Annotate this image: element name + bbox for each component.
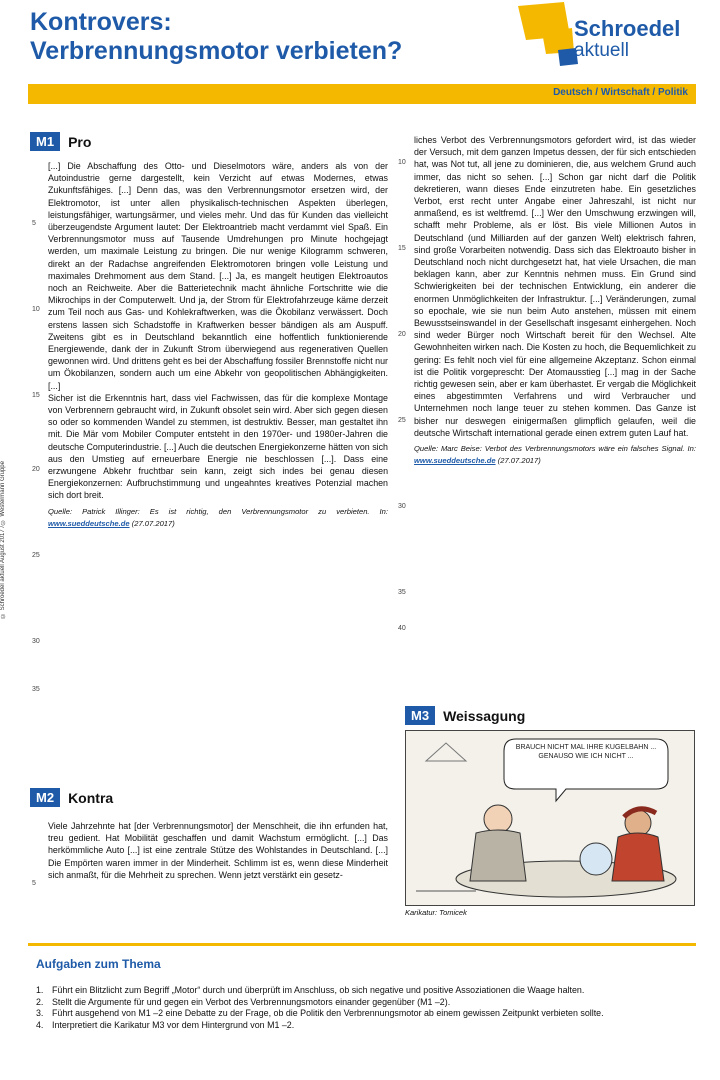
title-line-2: Verbrennungsmotor verbieten?	[30, 37, 403, 65]
cartoon-speech-text: BRAUCH NICHT MAL IHRE KUGELBAHN ... GENAUSO WIE ICH NICHT ...	[515, 744, 657, 760]
logo-text-schroedel: Schroedel	[574, 16, 681, 41]
tasks-title: Aufgaben zum Thema	[36, 957, 161, 971]
page-title	[30, 8, 490, 66]
m2-source-link[interactable]: www.sueddeutsche.de	[414, 456, 496, 466]
m2-badge: M2	[30, 788, 60, 807]
m2-paragraph-right: liches Verbot des Verbrennungsmotors gefordert wird, ist das wieder der Versuch, mit dem ganzen Impetus dessen, der für sich entschieden hat, was Not tut, all jene zu dominieren, die, aus welchem Grund auch immer, das nicht so sehen. [...] Schon gar nicht darf die Politik dekretieren, wann dieses Ende einzutreten habe. Ein gesetzliches Verbot, erst recht unter Angabe einer Jahreszahl, ist nicht nur anmaßend, es ist weltfremd. [...] Wer den Umschwung erzwingen will, schafft mehr Probleme, als er löst. Bis viele Millionen Autos in Deutschland (und Milliarden auf der ganzen Welt) elektrisch fahren, sind große Vorarbeiten notwendig. Dass sich das Elektroauto bisher in Deutschland noch nicht durchgesetzt hat, hat viele Ursachen, die man beklagen kann, aber zur Kenntnis nehmen muss. Ein Grund sind Schwierigkeiten bei der technischen Entwicklung, ein anderer die enormen Unmöglichkeiten der Infrastruktur. [...] Veränderungen, zumal so epochale, wie sie nun beim Auto anstehen, müssen mit einem Bewusstseinswandel in der Gesellschaft insgesamt einhergehen. Noch sind weder Bürger noch Wirtschaft bereit für den Wechsel. Alte Gewohnheiten wirken nach. Die Kosten zu hoch, die Bequemlichkeit zu gering: Es fehlt noch viel für eine allgemeine Akzeptanz. Schon einmal ist die Politik vorgeprescht: Der Atomausstieg [...] mag in der Sache richtig gewesen sein, aber er kam überhastet. Er vergab die Möglichkeit eines abgestimmten Verfahrens und wird Verbraucher und Unternehmen noch lange teuer zu stehen kommen. Das Ganze ist bisher nur deswegen einigermaßen glimpflich gelaufen, weil die deutsche Wirtschaft international gerade einen extrem guten Lauf hat.	[414, 135, 696, 438]
task-item: 1. Führt ein Blitzlicht zum Begriff „Motor“ durch und überprüft im Anschluss, ob sich negative und positive Assoziationen die Waage halten.	[36, 985, 585, 995]
task-item: 3. Führt ausgehend von M1 –2 eine Debatte zu der Frage, ob die Politik den Verbrennungsmotor ab einem gewissen Zeitpunkt verbieten sollte.	[36, 1008, 604, 1019]
m1-paragraph: Sicher ist die Erkenntnis hart, dass viel Fachwissen, das für die komplexe Montage von Verbrennern gebraucht wird, in Zukunft obsolet sein wird. Aber sich gegen diesen so oder so kommenden Wandel zu stemmen, ist destruktiv. Besser, man gestaltet ihn mit. Die Mär vom Mobiler Computer entsteht in den 1970er- und 1980er-Jahren die deutsche Computerindustrie. [...] Auch die deutschen Energiekonzerne hätten von sich aus den Umstieg auf erneuerbare Energie nie beschlossen [...]. Dass eine erzwungene Abkehr fruchtbar sein kann, zeigt sich indes bei genau diesen Energiekonzernen: Aufbruchstimmung und ungeahntes kreatives Potenzial machen sich dort breit.	[48, 392, 388, 501]
m3-cartoon	[405, 730, 695, 906]
m3-credit: Karikatur: Tomicek	[405, 908, 467, 917]
copyright-side-note: © Schroedel aktuell August 2017 / © Westermann Gruppe	[0, 461, 6, 619]
m2-line-numbers-left: 5	[32, 880, 36, 887]
m2-text-left	[48, 820, 388, 881]
m2-heading	[30, 788, 113, 807]
m1-title: Pro	[68, 133, 92, 150]
m1-source: Quelle: Patrick Illinger: Es ist richtig, den Verbrennungsmotor zu verbieten. In: www.sueddeutsche.de (27.07.2017)	[48, 506, 388, 528]
m3-title: Weissagung	[443, 707, 526, 724]
logo-text-aktuell: aktuell	[574, 40, 629, 61]
m2-text-right	[414, 134, 696, 467]
m3-heading	[405, 706, 525, 725]
divider	[28, 943, 696, 946]
m1-badge: M1	[30, 132, 60, 151]
m1-text	[48, 160, 388, 530]
m1-paragraph: [...] Die Abschaffung des Otto- und Dieselmotors wäre, anders als von der Autoindustrie gerne dargestellt, kein Verzicht auf etwas Modernes, etwas Zukunftsfähiges. [...] Denn das, was den Verbrennungsmotor ersetzen wird, der Elektromotor, ist unter allen physikalisch-technischen Aspekten überlegen, leistungsfähiger, wartungsärmer, und vieles mehr. Und das für Kunden das vielleicht überzeugendste Argument lautet: Der Elektroantrieb macht verdammt viel Spaß. Ein Verbrennungsmotor muss auf Tausende Umdrehungen pro Minute hochgejagt werden, um maximale Leistung zu bringen. Die nur wenige Kilogramm schweren, direkt an der Radachse angreifenden Elektromotoren bringen volle Leistung und maximales Drehmoment aus dem Stand. [...] Ja, es mangelt heutigen Elektroautos noch an Reichweite. Aber die Batterietechnik macht ähnliche Fortschritte wie die Mikrochips in der Computerwelt. Und ja, der Strom für Elektrofahrzeuge käme derzeit zum Teil noch aus Gas- und Kohlekraftwerken, was die Ökobilanz verwässert. Doch erstens lassen sich Schadstoffe in Kraftwerken besser bändigen als am Auspuff. Zweitens gibt es in Deutschland bekanntlich eine hoffentlich funktionierende Energiewende, dank der in Zukunft Strom überwiegend aus regenerativen Quellen gewonnen wird. Und drittens geht es bei der Abschaffung fossiler Brennstoffe nicht nur um Ökobilanzen, sondern auch um eine Abkehr von geopolitischen Abhängigkeiten. [...]	[48, 161, 388, 391]
task-item: 4. Interpretiert die Karikatur M3 vor dem Hintergrund von M1 –2.	[36, 1019, 295, 1030]
m1-line-numbers: 5 10 15 20 25 30 35	[32, 220, 40, 693]
subject-bar	[28, 84, 696, 104]
title-line-1: Kontrovers:	[30, 8, 172, 36]
m2-source: Quelle: Marc Beise: Verbot des Verbrennungsmotors wäre ein falsches Signal. In: www.sueddeutsche.de (27.07.2017)	[414, 444, 696, 466]
m2-line-numbers-right: 10 15 20 25 30 35 40	[398, 159, 406, 632]
task-item: 2. Stellt die Argumente für und gegen ein Verbot des Verbrennungsmotors einander gegenüber (M1 –2).	[36, 996, 451, 1007]
m2-paragraph-left: Viele Jahrzehnte hat [der Verbrennungsmotor] der Menschheit, die ihn erfunden hat, treu gedient. Hat Mobilität geschaffen und damit Wachstum ermöglicht. [...] Das herkömmliche Auto [...] ist eine zentrale Stütze des Wohlstandes in Deutschland. [...] Die Empörten waren immer in der Minderheit. Schlimm ist es, wenn diese Minderheit sich anmaßt, für die Mehrheit zu sprechen. Wenn jetzt verstärkt ein gesetz-	[48, 821, 388, 880]
m3-badge: M3	[405, 706, 435, 725]
m2-title: Kontra	[68, 789, 114, 806]
m1-heading	[30, 132, 91, 151]
m1-source-link[interactable]: www.sueddeutsche.de	[48, 518, 130, 528]
subject-label: Deutsch / Wirtschaft / Politik	[553, 87, 688, 98]
cartoon-illustration-icon	[406, 731, 694, 905]
tasks-list	[36, 985, 696, 1031]
